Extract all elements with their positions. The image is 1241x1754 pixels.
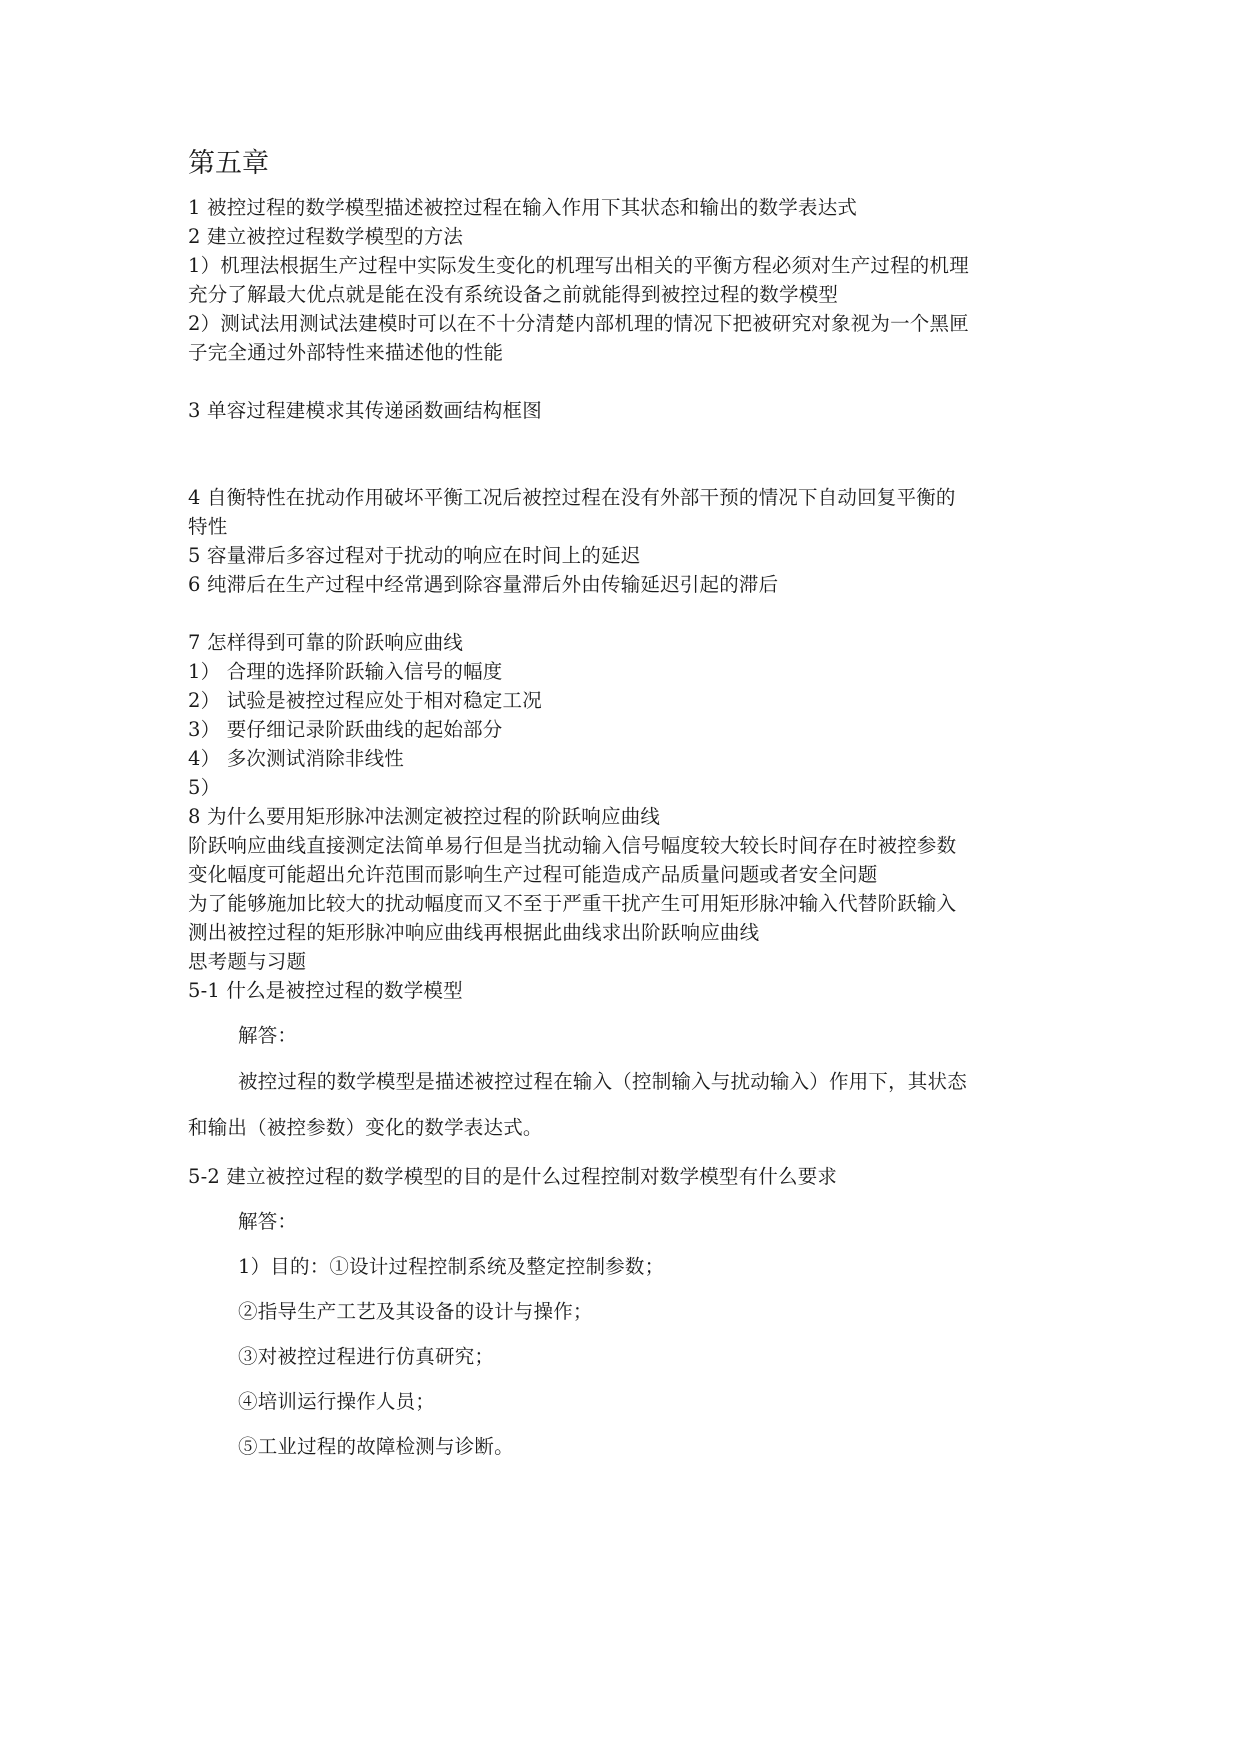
text-line: 变化幅度可能超出允许范围而影响生产过程可能造成产品质量问题或者安全问题 <box>188 863 878 886</box>
section-heading: 思考题与习题 <box>188 950 307 973</box>
answer-text: 被控过程的数学模型是描述被控过程在输入（控制输入与扰动输入）作用下，其状态 <box>238 1070 967 1093</box>
text-line: 充分了解最大优点就是能在没有系统设备之前就能得到被控过程的数学模型 <box>188 283 839 306</box>
list-item: 4） 多次测试消除非线性 <box>188 747 405 770</box>
answer-text: ④培训运行操作人员； <box>238 1390 436 1413</box>
text-line: 1 被控过程的数学模型描述被控过程在输入作用下其状态和输出的数学表达式 <box>188 196 858 219</box>
list-item: 3） 要仔细记录阶跃曲线的起始部分 <box>188 718 503 741</box>
text-line: 6 纯滞后在生产过程中经常遇到除容量滞后外由传输延迟引起的滞后 <box>188 573 779 596</box>
question-heading: 5-2 建立被控过程的数学模型的目的是什么过程控制对数学模型有什么要求 <box>188 1165 838 1188</box>
text-line: 子完全通过外部特性来描述他的性能 <box>188 341 504 364</box>
answer-label: 解答： <box>238 1210 298 1233</box>
text-line: 3 单容过程建模求其传递函数画结构框图 <box>188 399 542 422</box>
question-heading: 5-1 什么是被控过程的数学模型 <box>188 979 463 1002</box>
list-item: 1） 合理的选择阶跃输入信号的幅度 <box>188 660 503 683</box>
answer-text: ③对被控过程进行仿真研究； <box>238 1345 495 1368</box>
text-line: 1）机理法根据生产过程中实际发生变化的机理写出相关的平衡方程必须对生产过程的机理 <box>188 254 969 277</box>
text-line: 阶跃响应曲线直接测定法简单易行但是当扰动输入信号幅度较大较长时间存在时被控参数 <box>188 834 957 857</box>
answer-text: 1）目的：①设计过程控制系统及整定控制参数； <box>238 1255 665 1278</box>
text-line: 2）测试法用测试法建模时可以在不十分清楚内部机理的情况下把被研究对象视为一个黑匣 <box>188 312 969 335</box>
list-item: 2） 试验是被控过程应处于相对稳定工况 <box>188 689 542 712</box>
text-line: 5 容量滞后多容过程对于扰动的响应在时间上的延迟 <box>188 544 641 567</box>
text-line: 2 建立被控过程数学模型的方法 <box>188 225 464 248</box>
answer-text: ②指导生产工艺及其设备的设计与操作； <box>238 1300 593 1323</box>
answer-text: ⑤工业过程的故障检测与诊断。 <box>238 1435 514 1458</box>
list-item: 5） <box>188 776 221 799</box>
text-line: 为了能够施加比较大的扰动幅度而又不至于严重干扰产生可用矩形脉冲输入代替阶跃输入 <box>188 892 957 915</box>
answer-label: 解答： <box>238 1024 298 1047</box>
document-page <box>188 0 1058 1754</box>
text-line: 8 为什么要用矩形脉冲法测定被控过程的阶跃响应曲线 <box>188 805 661 828</box>
text-line: 7 怎样得到可靠的阶跃响应曲线 <box>188 631 464 654</box>
answer-text: 和输出（被控参数）变化的数学表达式。 <box>188 1116 543 1139</box>
chapter-title: 第五章 <box>188 148 269 179</box>
text-line: 测出被控过程的矩形脉冲响应曲线再根据此曲线求出阶跃响应曲线 <box>188 921 760 944</box>
text-line: 特性 <box>188 515 228 538</box>
text-line: 4 自衡特性在扰动作用破坏平衡工况后被控过程在没有外部干预的情况下自动回复平衡的 <box>188 486 956 509</box>
